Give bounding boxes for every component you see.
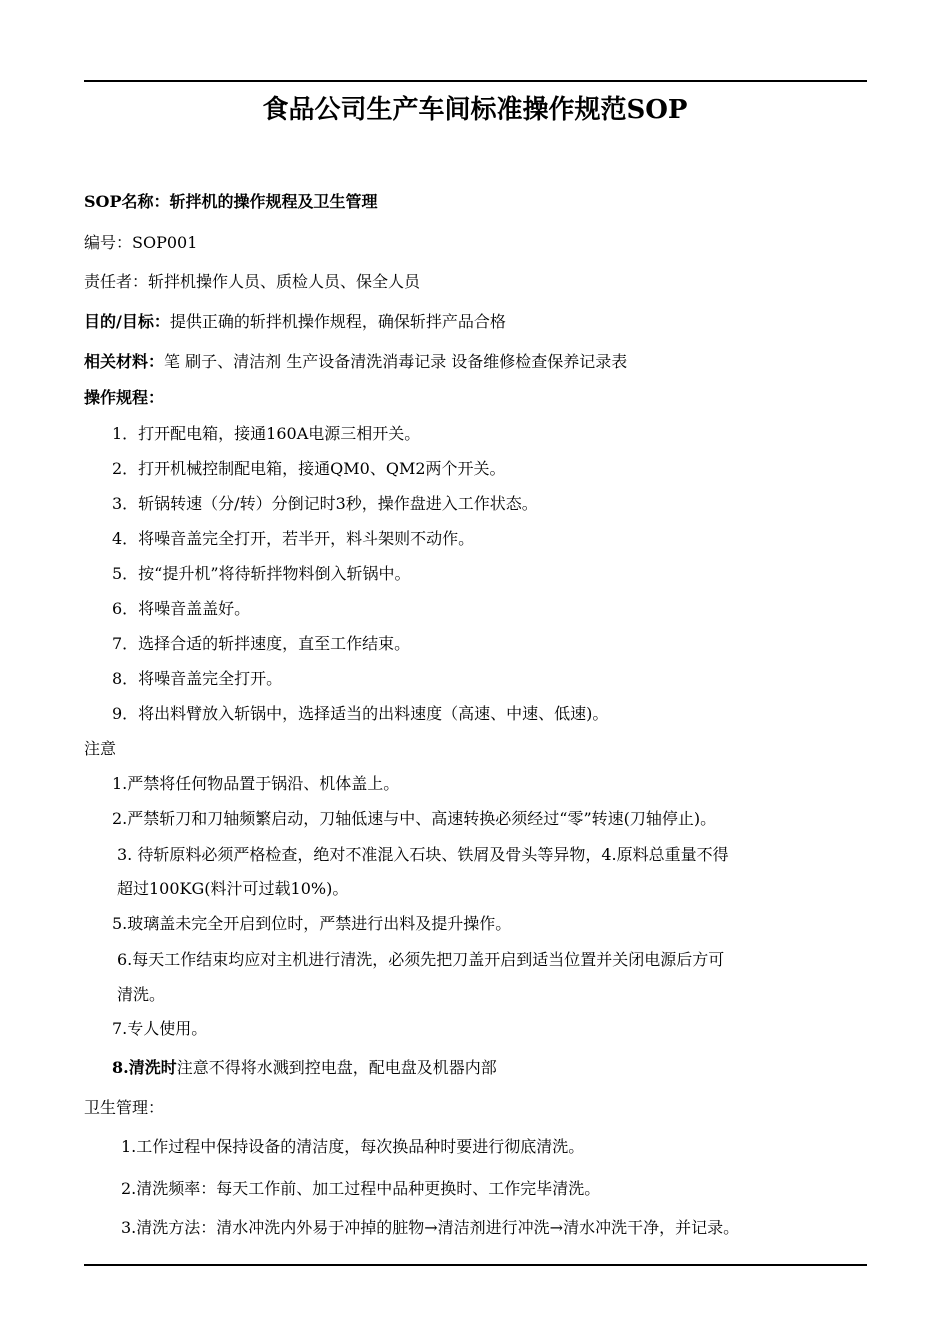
procedure-heading: 操作规程： <box>84 388 165 407</box>
procedure-step-5: 5．按“提升机”将待斩拌物料倒入斩锅中。 <box>112 564 411 583</box>
hygiene-item-3: 3.清洗方法：清水冲洗内外易于冲掉的脏物→清洁剂进行冲洗→清水冲洗干净，并记录。 <box>121 1218 740 1237</box>
sop-number: 编号：SOP001 <box>84 233 198 252</box>
procedure-step-1: 1．打开配电箱，接通160A电源三相开关。 <box>112 424 421 443</box>
hygiene-heading: 卫生管理： <box>84 1098 165 1117</box>
note-3-line-2: 超过100KG(料汁可过载10%)。 <box>117 879 349 898</box>
purpose-value: 提供正确的斩拌机操作规程，确保斩拌产品合格 <box>169 312 506 331</box>
sop-name-line <box>84 191 378 213</box>
notes-heading: 注意 <box>84 739 117 758</box>
sop-name-label: SOP名称： <box>84 192 170 211</box>
sop-name-value: 斩拌机的操作规程及卫生管理 <box>169 192 378 211</box>
procedure-step-7: 7．选择合适的斩拌速度，直至工作结束。 <box>112 634 411 653</box>
procedure-step-3: 3．斩锅转速（分/转）分倒记时3秒，操作盘进入工作状态。 <box>112 494 538 513</box>
note-8-value: 注意不得将水溅到控电盘，配电盘及机器内部 <box>176 1058 497 1077</box>
materials-label: 相关材料： <box>84 352 165 371</box>
note-7: 7.专人使用。 <box>112 1019 208 1038</box>
note-2: 2.严禁斩刀和刀轴频繁启动，刀轴低速与中、高速转换必须经过“零”转速(刀轴停止)。 <box>112 809 717 828</box>
note-5: 5.玻璃盖未完全开启到位时，严禁进行出料及提升操作。 <box>112 914 512 933</box>
purpose-label: 目的/目标： <box>84 312 170 331</box>
note-3-line-1: 3. 待斩原料必须严格检查，绝对不准混入石块、铁屑及骨头等异物，4.原料总重量不得 <box>117 845 729 864</box>
materials-value: 笔 刷子、清洁剂 生产设备清洗消毒记录 设备维修检查保养记录表 <box>164 352 628 371</box>
note-1: 1.严禁将任何物品置于锅沿、机体盖上。 <box>112 774 400 793</box>
procedure-step-4: 4．将噪音盖完全打开，若半开，料斗架则不动作。 <box>112 529 475 548</box>
note-8 <box>112 1057 497 1079</box>
responsible-line: 责任者：斩拌机操作人员、质检人员、保全人员 <box>84 272 421 291</box>
page-title: 食品公司生产车间标准操作规范SOP <box>262 95 688 125</box>
purpose-line <box>84 311 506 333</box>
materials-line <box>84 351 627 373</box>
top-rule <box>84 80 867 82</box>
note-6-line-1: 6.每天工作结束均应对主机进行清洗，必须先把刀盖开启到适当位置并关闭电源后方可 <box>117 950 725 969</box>
procedure-step-6: 6．将噪音盖盖好。 <box>112 599 251 618</box>
procedure-step-2: 2．打开机械控制配电箱，接通QM0、QM2两个开关。 <box>112 459 506 478</box>
procedure-step-9: 9．将出料臂放入斩锅中，选择适当的出料速度（高速、中速、低速)。 <box>112 704 609 723</box>
note-8-label: 8.清洗时 <box>112 1058 177 1077</box>
hygiene-item-1: 1.工作过程中保持设备的清洁度，每次换品种时要进行彻底清洗。 <box>121 1137 585 1156</box>
bottom-rule <box>84 1264 867 1266</box>
hygiene-item-2: 2.清洗频率：每天工作前、加工过程中品种更换时、工作完毕清洗。 <box>121 1179 601 1198</box>
procedure-step-8: 8．将噪音盖完全打开。 <box>112 669 283 688</box>
note-6-line-2: 清洗。 <box>117 985 166 1004</box>
